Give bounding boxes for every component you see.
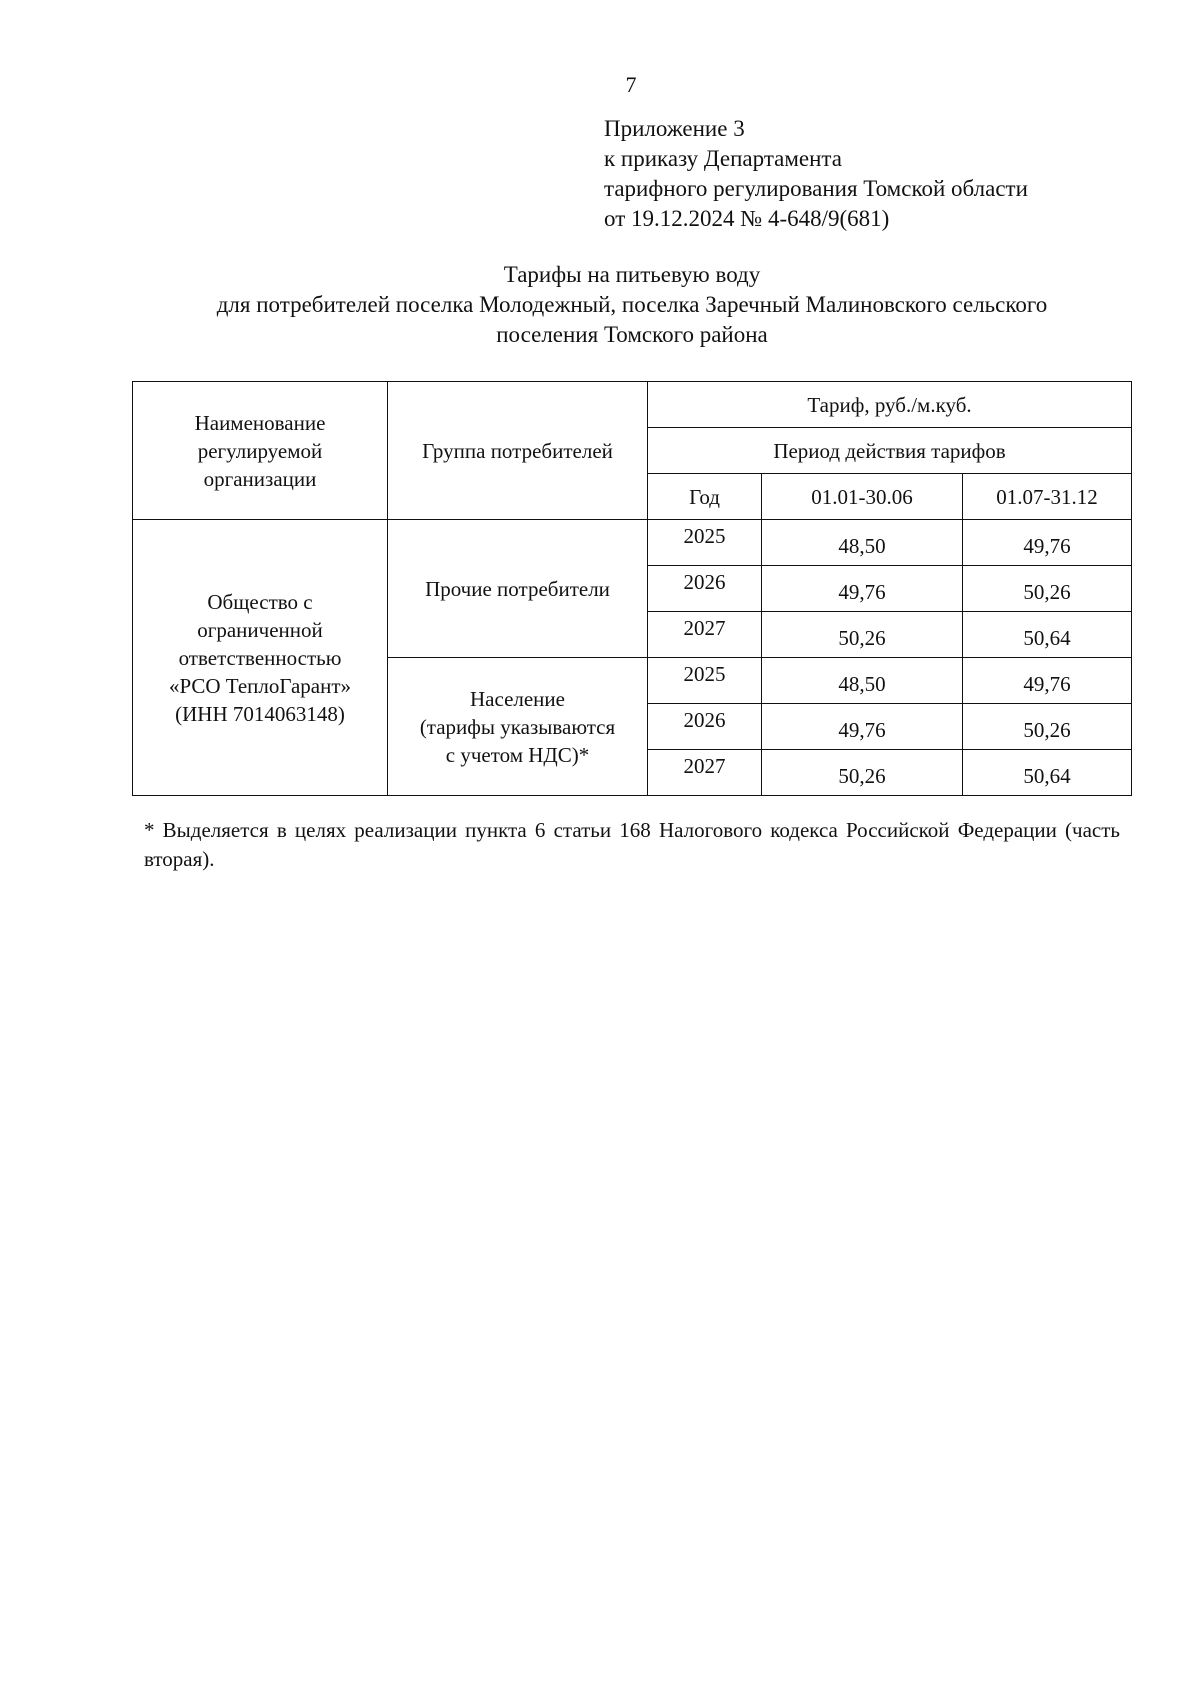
page-number: 7 — [625, 72, 637, 97]
consumer-group-line: с учетом НДС)* — [445, 742, 590, 767]
tariff-value: 49,76 — [762, 566, 963, 612]
appendix-line-4: от 19.12.2024 № 4-648/9(681) — [604, 206, 890, 231]
header-period-2: 01.07-31.12 — [963, 474, 1132, 520]
appendix-line-2: к приказу Департамента — [604, 146, 842, 171]
tariff-value: 50,26 — [762, 612, 963, 658]
year-cell: 2026 — [648, 704, 762, 750]
year-cell: 2027 — [648, 612, 762, 658]
consumer-group-line: Прочие потребители — [425, 576, 610, 601]
organization-cell — [133, 520, 388, 796]
year-cell: 2027 — [648, 750, 762, 796]
tariff-value: 48,50 — [762, 520, 963, 566]
document-title — [132, 260, 1132, 350]
tariff-value: 49,76 — [963, 520, 1132, 566]
organization-line: Общество с — [207, 589, 313, 614]
title-line-2: для потребителей поселка Молодежный, поселка Заречный Малиновского сельского — [216, 292, 1048, 317]
tariff-value: 50,64 — [963, 612, 1132, 658]
year-cell: 2025 — [648, 658, 762, 704]
appendix-line-3: тарифного регулирования Томской области — [604, 176, 1028, 201]
consumer-group-line: (тарифы указываются — [419, 714, 616, 739]
header-org-name: Наименование регулируемой организации — [133, 382, 388, 520]
consumer-group-population — [388, 658, 648, 796]
footnote: * Выделяется в целях реализации пункта 6 статьи 168 Налогового кодекса Российской Федерации (часть вторая). — [144, 818, 1120, 871]
consumer-group-line: Население — [470, 686, 565, 711]
tariff-value: 50,26 — [963, 566, 1132, 612]
tariff-value: 50,64 — [963, 750, 1132, 796]
tariff-value: 49,76 — [963, 658, 1132, 704]
table-header-row — [133, 382, 1132, 428]
header-period-1: 01.01-30.06 — [762, 474, 963, 520]
tariff-value: 48,50 — [762, 658, 963, 704]
organization-line: (ИНН 7014063148) — [175, 701, 345, 726]
header-consumer-group: Группа потребителей — [388, 382, 648, 520]
tariff-value: 50,26 — [963, 704, 1132, 750]
appendix-block — [604, 114, 1028, 234]
header-tariff: Тариф, руб./м.куб. — [648, 382, 1132, 428]
tariff-value: 50,26 — [762, 750, 963, 796]
organization-line: ответственностью — [178, 645, 342, 670]
title-line-1: Тарифы на питьевую воду — [503, 262, 761, 287]
year-cell: 2026 — [648, 566, 762, 612]
tariff-table — [132, 381, 1132, 796]
appendix-line-1: Приложение 3 — [604, 116, 745, 141]
year-cell: 2025 — [648, 520, 762, 566]
header-year: Год — [648, 474, 762, 520]
organization-line: ограниченной — [197, 617, 323, 642]
organization-line: «РСО ТеплоГарант» — [168, 673, 352, 698]
consumer-group-other — [388, 520, 648, 658]
header-period: Период действия тарифов — [648, 428, 1132, 474]
title-line-3: поселения Томского района — [496, 322, 768, 347]
tariff-value: 49,76 — [762, 704, 963, 750]
table-row — [133, 520, 1132, 566]
